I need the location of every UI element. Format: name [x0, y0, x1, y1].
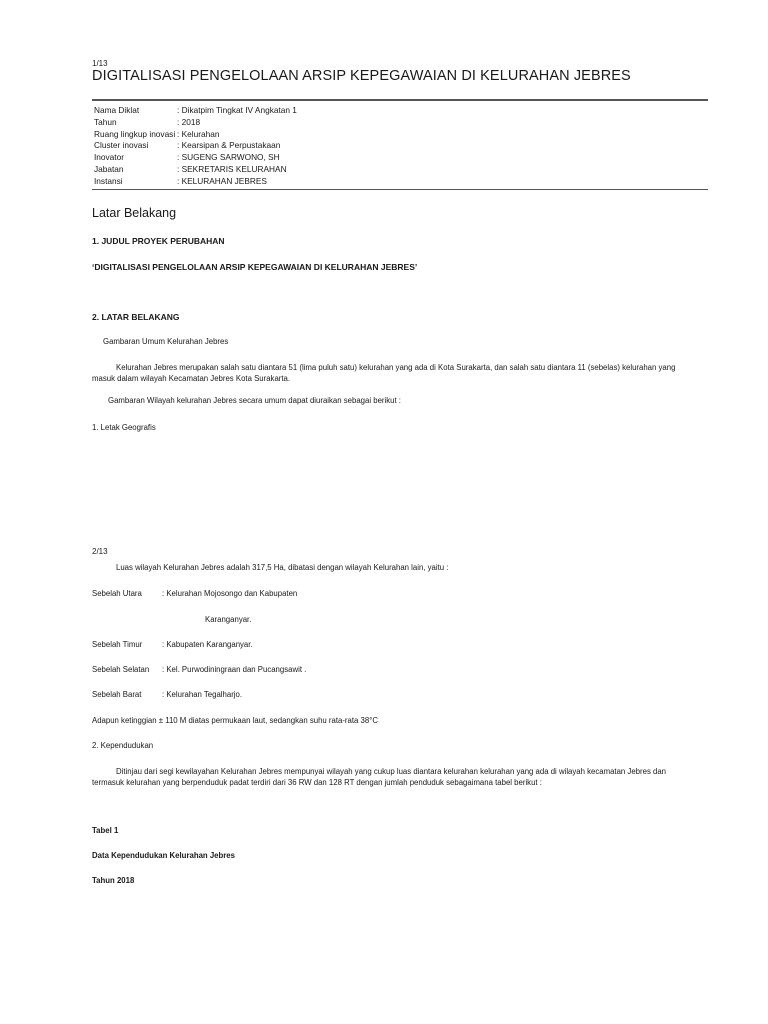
- paragraph-gambaran-wilayah: Gambaran Wilayah kelurahan Jebres secara umum dapat diuraikan sebagai berikut :: [108, 396, 401, 405]
- gambaran-umum-label: Gambaran Umum Kelurahan Jebres: [103, 337, 229, 346]
- page-number: 2/13: [92, 547, 108, 556]
- info-value: : SEKRETARIS KELURAHAN: [177, 163, 287, 174]
- heading-judul-proyek: 1. JUDUL PROYEK PERUBAHAN: [92, 236, 225, 246]
- document-title: DIGITALISASI PENGELOLAAN ARSIP KEPEGAWAIAN DI KELURAHAN JEBRES: [92, 68, 631, 84]
- info-key: Instansi: [94, 175, 123, 186]
- info-key: Cluster inovasi: [94, 140, 149, 151]
- info-value: : Kelurahan: [177, 128, 220, 139]
- border-north-label: Sebelah Utara: [92, 589, 142, 598]
- paragraph-kelurahan-jebres: Kelurahan Jebres merupakan salah satu diantara 51 (lima puluh satu) kelurahan yang ada di Kota Surakarta, dan salah satu diantara 11 (sebelas) kelurahan yang masuk dalam wilayah Kecamatan Jebres Kota Surakarta.: [92, 363, 676, 383]
- info-value: : Dikatpim Tingkat IV Angkatan 1: [177, 105, 297, 115]
- info-key: Jabatan: [94, 163, 124, 174]
- info-row-instansi: [94, 176, 297, 188]
- border-east-label: Sebelah Timur: [92, 640, 143, 649]
- info-row-cluster: [94, 140, 297, 152]
- paragraph-luas-wilayah: Luas wilayah Kelurahan Jebres adalah 317,5 Ha, dibatasi dengan wilayah Kelurahan lain, yaitu :: [116, 563, 449, 572]
- letak-geografis-label: 1. Letak Geografis: [92, 423, 156, 432]
- border-south-value: : Kel. Purwodiningraan dan Pucangsawit .: [162, 665, 307, 674]
- info-row-ruang-lingkup: [94, 129, 297, 141]
- project-title: ‘DIGITALISASI PENGELOLAAN ARSIP KEPEGAWAIAN DI KELURAHAN JEBRES’: [92, 262, 418, 272]
- title-divider: [92, 99, 708, 101]
- info-value: : 2018: [177, 116, 201, 127]
- border-west-label: Sebelah Barat: [92, 690, 142, 699]
- table-number: Tabel 1: [92, 826, 119, 835]
- heading-latar-belakang: 2. LATAR BELAKANG: [92, 312, 180, 322]
- border-east-value: : Kabupaten Karanganyar.: [162, 640, 253, 649]
- info-key: Inovator: [94, 152, 124, 163]
- info-divider: [92, 189, 708, 190]
- paragraph-kependudukan: Ditinjau dari segi kewilayahan Kelurahan Jebres mempunyai wilayah yang cukup luas diantara kelurahan kelurahan yang ada di wilayah kecamatan Jebres dan termasuk kelurahan yang berpenduduk padat terdiri dari 36 RW dan 128 RT dengan jumlah penduduk sebagaimana tabel berikut :: [92, 767, 667, 787]
- info-row-tahun: [94, 117, 297, 129]
- info-key: Ruang lingkup inovasi: [94, 128, 176, 139]
- info-value: : SUGENG SARWONO, SH: [177, 152, 280, 163]
- info-key: Tahun: [94, 116, 117, 127]
- info-row-nama-diklat: [94, 105, 297, 117]
- info-row-jabatan: [94, 164, 297, 176]
- kependudukan-label: 2. Kependudukan: [92, 741, 154, 750]
- border-north-value-continued: Karanganyar.: [205, 615, 252, 624]
- table-year: Tahun 2018: [92, 876, 135, 885]
- paragraph-ketinggian: Adapun ketinggian ± 110 M diatas permukaan laut, sedangkan suhu rata-rata 38°C: [92, 716, 378, 725]
- info-value: : KELURAHAN JEBRES: [177, 175, 267, 186]
- info-table: [94, 105, 297, 188]
- section-heading: Latar Belakang: [92, 206, 177, 220]
- table-title: Data Kependudukan Kelurahan Jebres: [92, 851, 235, 860]
- border-west-value: : Kelurahan Tegalharjo.: [162, 690, 243, 699]
- info-value: : Kearsipan & Perpustakaan: [177, 140, 281, 151]
- border-south-label: Sebelah Selatan: [92, 665, 150, 674]
- info-key: Nama Diklat: [94, 105, 140, 115]
- page-number: 1/13: [92, 59, 108, 68]
- info-row-inovator: [94, 152, 297, 164]
- border-north-value: : Kelurahan Mojosongo dan Kabupaten: [162, 589, 298, 598]
